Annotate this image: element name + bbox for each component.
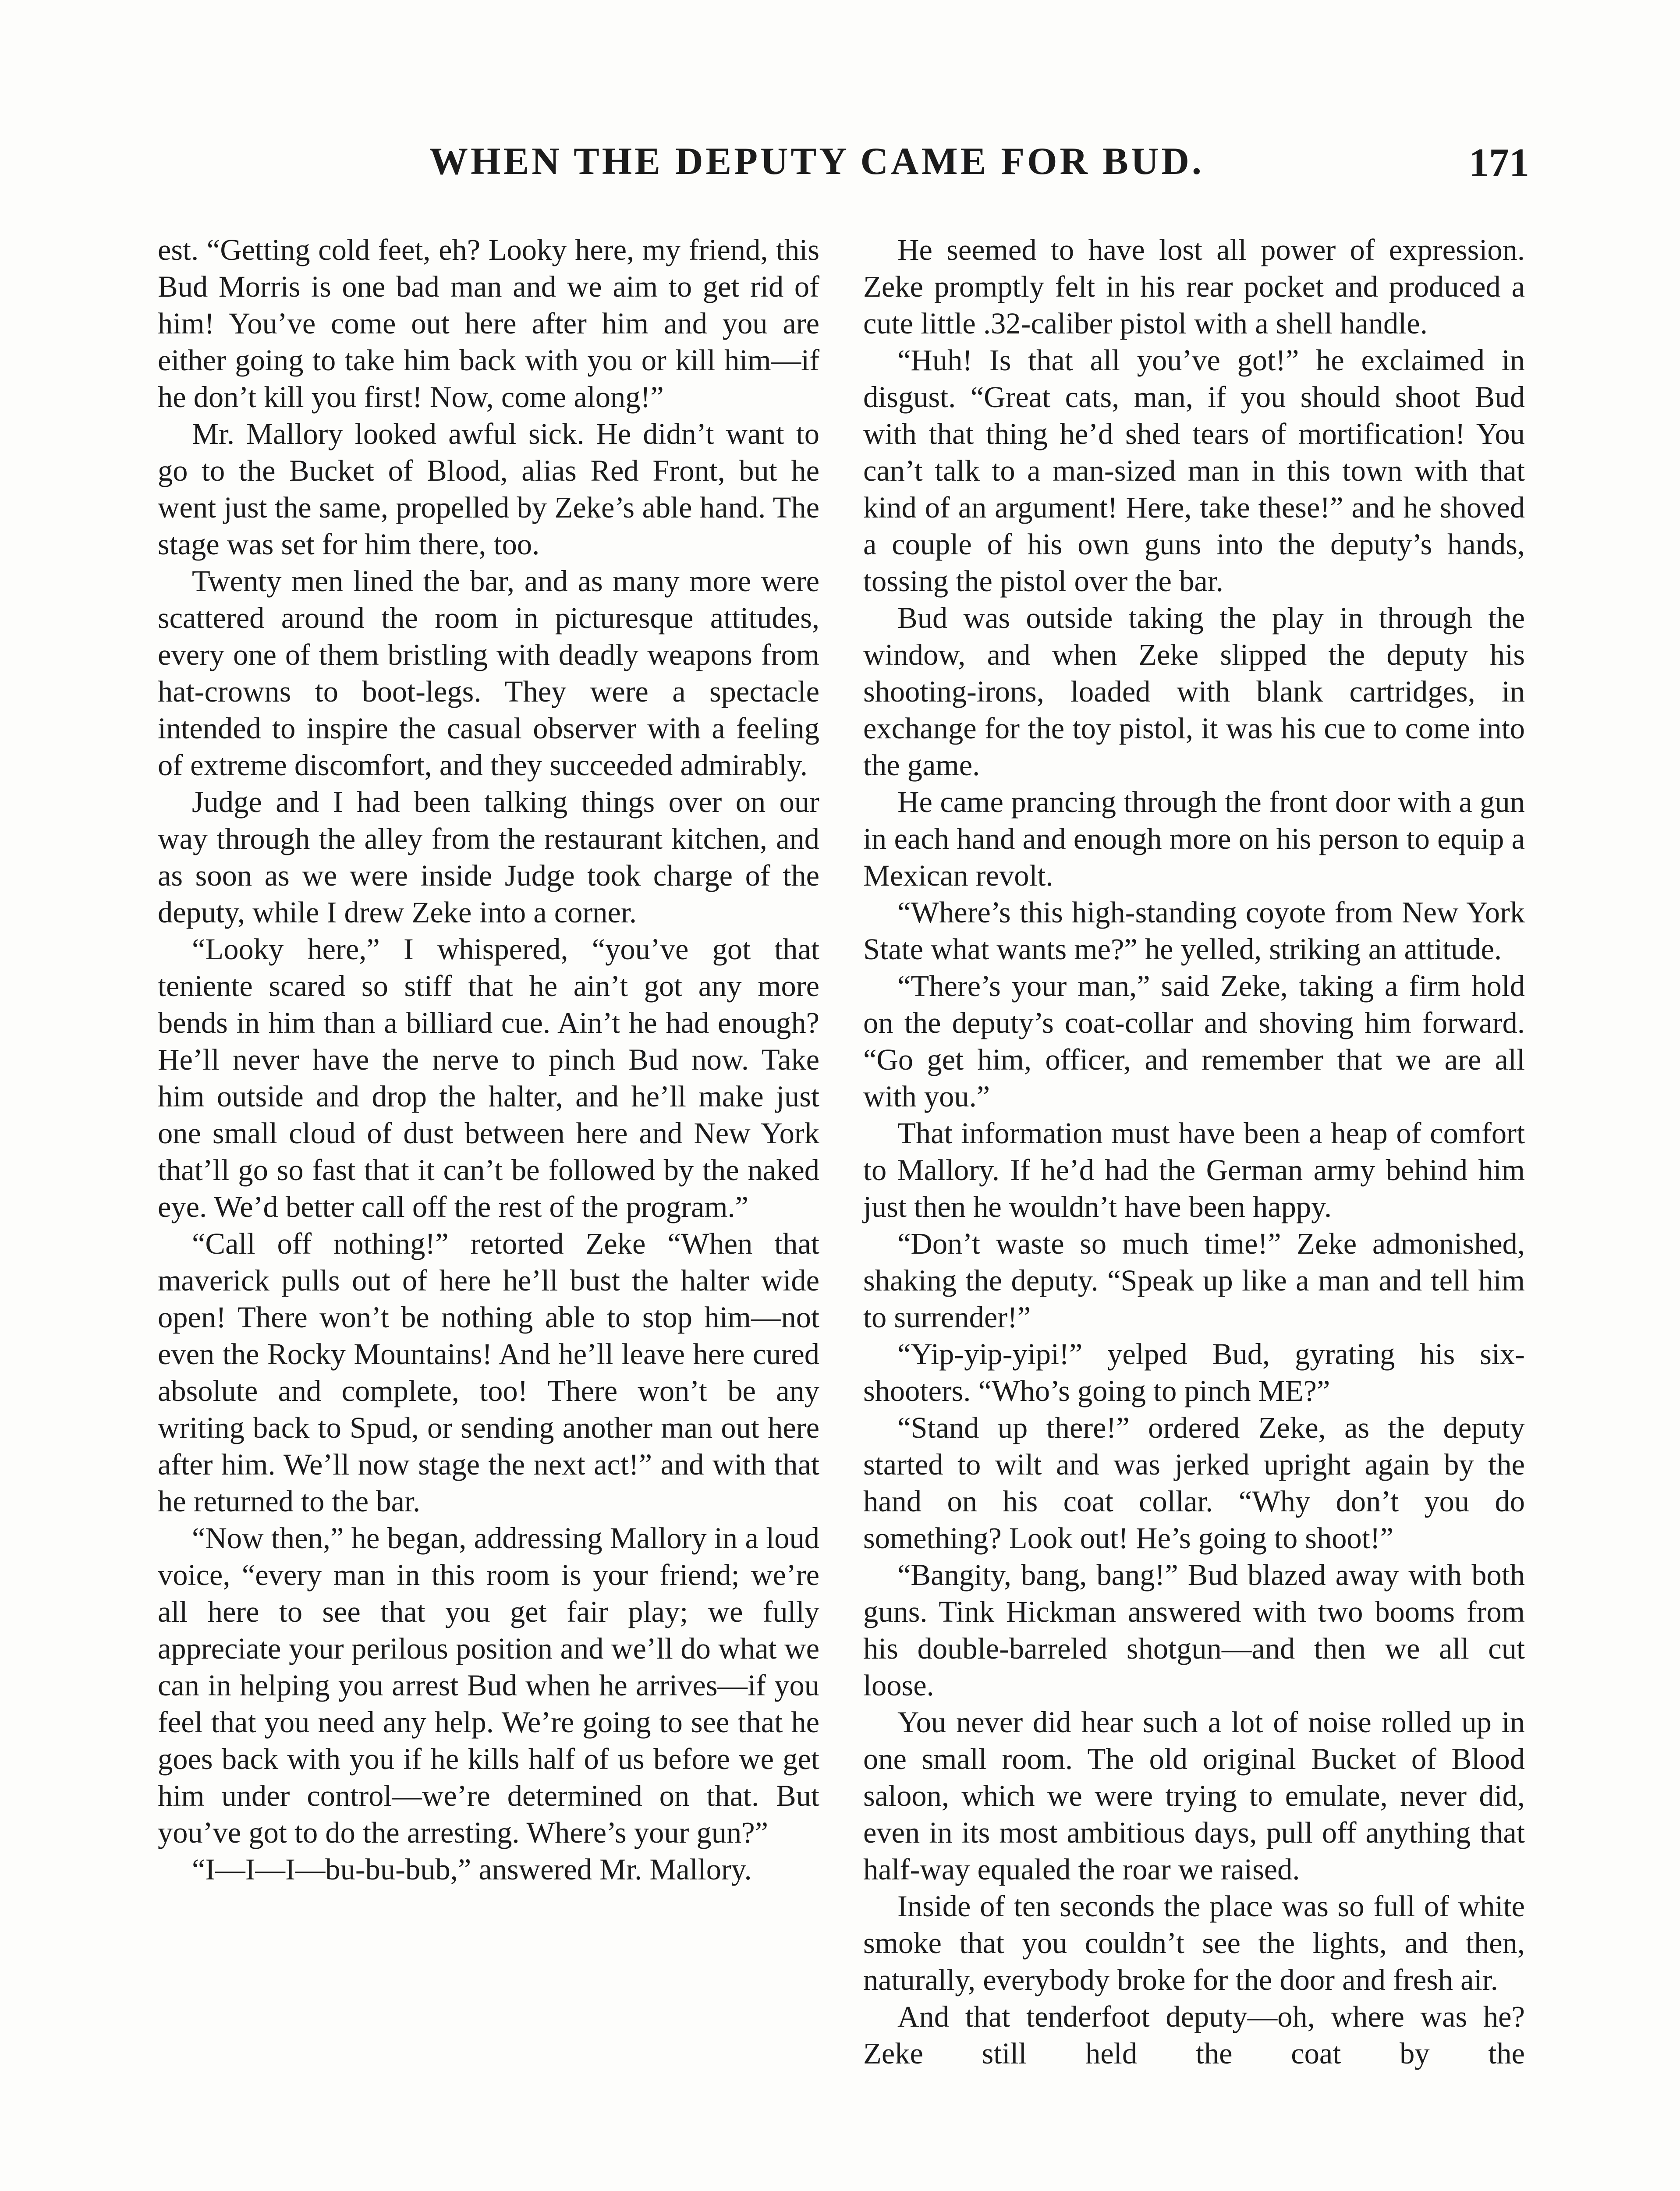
- paragraph: Twenty men lined the bar, and as many more were scattered around the room in picturesque attitudes, every one of them bristling with deadly weapons from hat-crowns to boot-legs. They were a spectacle intended to inspire the casual observer with a feeling of extreme discomfort, and they succeeded admirably.: [158, 564, 819, 782]
- paragraph: He came prancing through the front door with a gun in each hand and enough more on his person to equip a Mexican revolt.: [863, 785, 1525, 892]
- paragraph: And that tenderfoot deputy—oh, where was he? Zeke still held the coat by the: [863, 2000, 1525, 2070]
- paragraph: “Looky here,” I whispered, “you’ve got that teniente scared so stiff that he ain’t got any more bends in him than a billiard cue. Ain’t he had enough? He’ll never have the nerve to pinch Bud now. Take him outside and drop the halter, and he’ll make just one small cloud of dust between here and New York that’ll go so fast that it can’t be followed by the naked eye. We’d better call off the rest of the program.”: [158, 932, 819, 1223]
- paragraph: Judge and I had been talking things over on our way through the alley from the restaurant kitchen, and as soon as we were inside Judge took charge of the deputy, while I drew Zeke into a corner.: [158, 785, 819, 929]
- paragraph: Mr. Mallory looked awful sick. He didn’t want to go to the Bucket of Blood, alias Red Front, but he went just the same, propelled by Zeke’s able hand. The stage was set for him there, too.: [158, 417, 819, 561]
- paragraph: You never did hear such a lot of noise rolled up in one small room. The old original Bucket of Blood saloon, which we were trying to emulate, never did, even in its most ambitious days, pull off anything that half-way equaled the roar we raised.: [863, 1705, 1525, 1886]
- running-title: WHEN THE DEPUTY CAME FOR BUD.: [429, 140, 1204, 183]
- paragraph: “Bangity, bang, bang!” Bud blazed away with both guns. Tink Hickman answered with two booms from his double-barreled shotgun—and then we all cut loose.: [863, 1558, 1525, 1702]
- page-header: [158, 139, 1529, 192]
- paragraph: “Yip-yip-yipi!” yelped Bud, gyrating his six-shooters. “Who’s going to pinch ME?”: [863, 1337, 1525, 1407]
- page-number: 171: [1469, 140, 1529, 185]
- paragraph: “There’s your man,” said Zeke, taking a firm hold on the deputy’s coat-collar and shoving him forward. “Go get him, officer, and remember that we are all with you.”: [863, 969, 1525, 1113]
- paragraph: Inside of ten seconds the place was so full of white smoke that you couldn’t see the lights, and then, naturally, everybody broke for the door and fresh air.: [863, 1890, 1525, 1996]
- paragraph: “Now then,” he began, addressing Mallory in a loud voice, “every man in this room is your friend; we’re all here to see that you get fair play; we fully appreciate your perilous position and we’ll do what we can in helping you arrest Bud when he arrives—if you feel that you need any help. We’re going to see that he goes back with you if he kills half of us before we get him under control—we’re determined on that. But you’ve got to do the arresting. Where’s your gun?”: [158, 1521, 819, 1849]
- left-column: [158, 231, 819, 1888]
- paragraph: “Huh! Is that all you’ve got!” he exclaimed in disgust. “Great cats, man, if you should shoot Bud with that thing he’d shed tears of mortification! You can’t talk to a man-sized man in this town with that kind of an argument! Here, take these!” and he shoved a couple of his own guns into the deputy’s hands, tossing the pistol over the bar.: [863, 344, 1525, 598]
- paragraph: “Call off nothing!” retorted Zeke “When that maverick pulls out of here he’ll bust the halter wide open! There won’t be nothing able to stop him—not even the Rocky Mountains! And he’ll leave here cured absolute and complete, too! There won’t be any writing back to Spud, or sending another man out here after him. We’ll now stage the next act!” and with that he returned to the bar.: [158, 1227, 819, 1518]
- paragraph: Bud was outside taking the play in through the window, and when Zeke slipped the deputy his shooting-irons, loaded with blank cartridges, in exchange for the toy pistol, it was his cue to come into the game.: [863, 601, 1525, 782]
- paragraph: “I—I—I—bu-bu-bub,” answered Mr. Mallory.: [192, 1853, 752, 1886]
- paragraph: “Don’t waste so much time!” Zeke admonished, shaking the deputy. “Speak up like a man and tell him to surrender!”: [863, 1227, 1525, 1334]
- paragraph: “Where’s this high-standing coyote from New York State what wants me?” he yelled, striking an attitude.: [863, 896, 1525, 966]
- right-column: [863, 231, 1525, 2072]
- paragraph: He seemed to have lost all power of expression. Zeke promptly felt in his rear pocket and produced a cute little .32-caliber pistol with a shell handle.: [863, 233, 1525, 340]
- paragraph: That information must have been a heap of comfort to Mallory. If he’d had the German army behind him just then he wouldn’t have been happy.: [863, 1117, 1525, 1223]
- paragraph: est. “Getting cold feet, eh? Looky here, my friend, this Bud Morris is one bad man and we aim to get rid of him! You’ve come out here after him and you are either going to take him back with you or kill him—if he don’t kill you first! Now, come along!”: [158, 233, 819, 414]
- paragraph: “Stand up there!” ordered Zeke, as the deputy started to wilt and was jerked upright again by the hand on his coat collar. “Why don’t you do something? Look out! He’s going to shoot!”: [863, 1411, 1525, 1555]
